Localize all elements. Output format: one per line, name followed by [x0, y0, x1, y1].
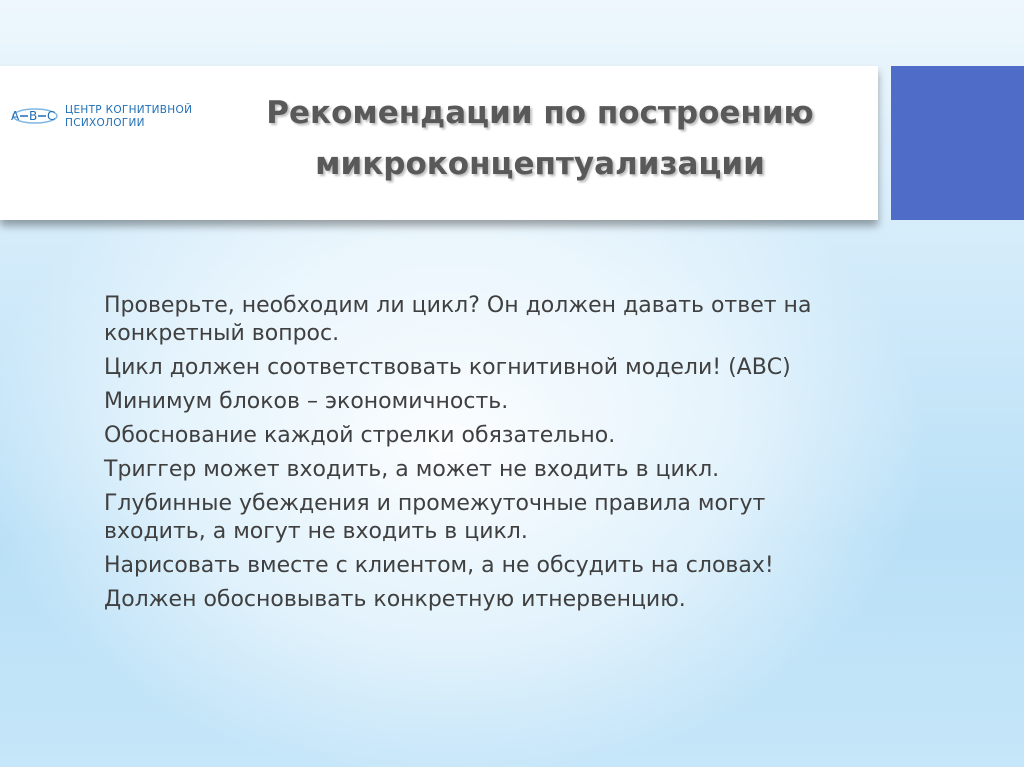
list-item-text: Цикл должен соответствовать когнитивной модели! (АВС) — [104, 355, 791, 380]
title-line-2: микроконцептуализации — [315, 146, 765, 182]
list-item — [104, 586, 924, 614]
list-item — [104, 552, 924, 580]
abc-logo-icon — [10, 105, 60, 135]
list-item-text: Глубинные убеждения и промежуточные правила могут — [104, 491, 766, 516]
list-item — [104, 456, 924, 484]
list-item — [104, 422, 924, 450]
list-item-text: Проверьте, необходим ли цикл? Он должен давать ответ на — [104, 293, 812, 318]
list-item-text: Минимум блоков – экономичность. — [104, 389, 509, 414]
list-item-text: Обоснование каждой стрелки обязательно. — [104, 423, 616, 448]
logo-line-1: ЦЕНТР КОГНИТИВНОЙ — [65, 104, 193, 116]
svg-text:C: C — [47, 109, 56, 123]
title-line-1: Рекомендации по построению — [266, 95, 814, 131]
list-item — [104, 388, 924, 416]
list-item — [104, 292, 924, 348]
list-item-text: конкретный вопрос. — [104, 321, 340, 346]
recommendations-list — [104, 292, 924, 620]
list-item — [104, 490, 924, 546]
slide-title — [200, 88, 880, 190]
svg-text:A: A — [11, 109, 20, 123]
list-item-text: Нарисовать вместе с клиентом, а не обсудить на словах! — [104, 553, 774, 578]
svg-text:B: B — [29, 109, 38, 123]
list-item — [104, 354, 924, 382]
logo-text — [65, 104, 192, 130]
list-item-text: входить, а могут не входить в цикл. — [104, 519, 528, 544]
logo-line-2: ПСИХОЛОГИИ — [65, 117, 145, 129]
list-item-text: Должен обосновывать конкретную итнервенцию. — [104, 587, 686, 612]
logo — [10, 104, 193, 140]
accent-block — [891, 66, 1024, 220]
list-item-text: Триггер может входить, а может не входить в цикл. — [104, 457, 720, 482]
